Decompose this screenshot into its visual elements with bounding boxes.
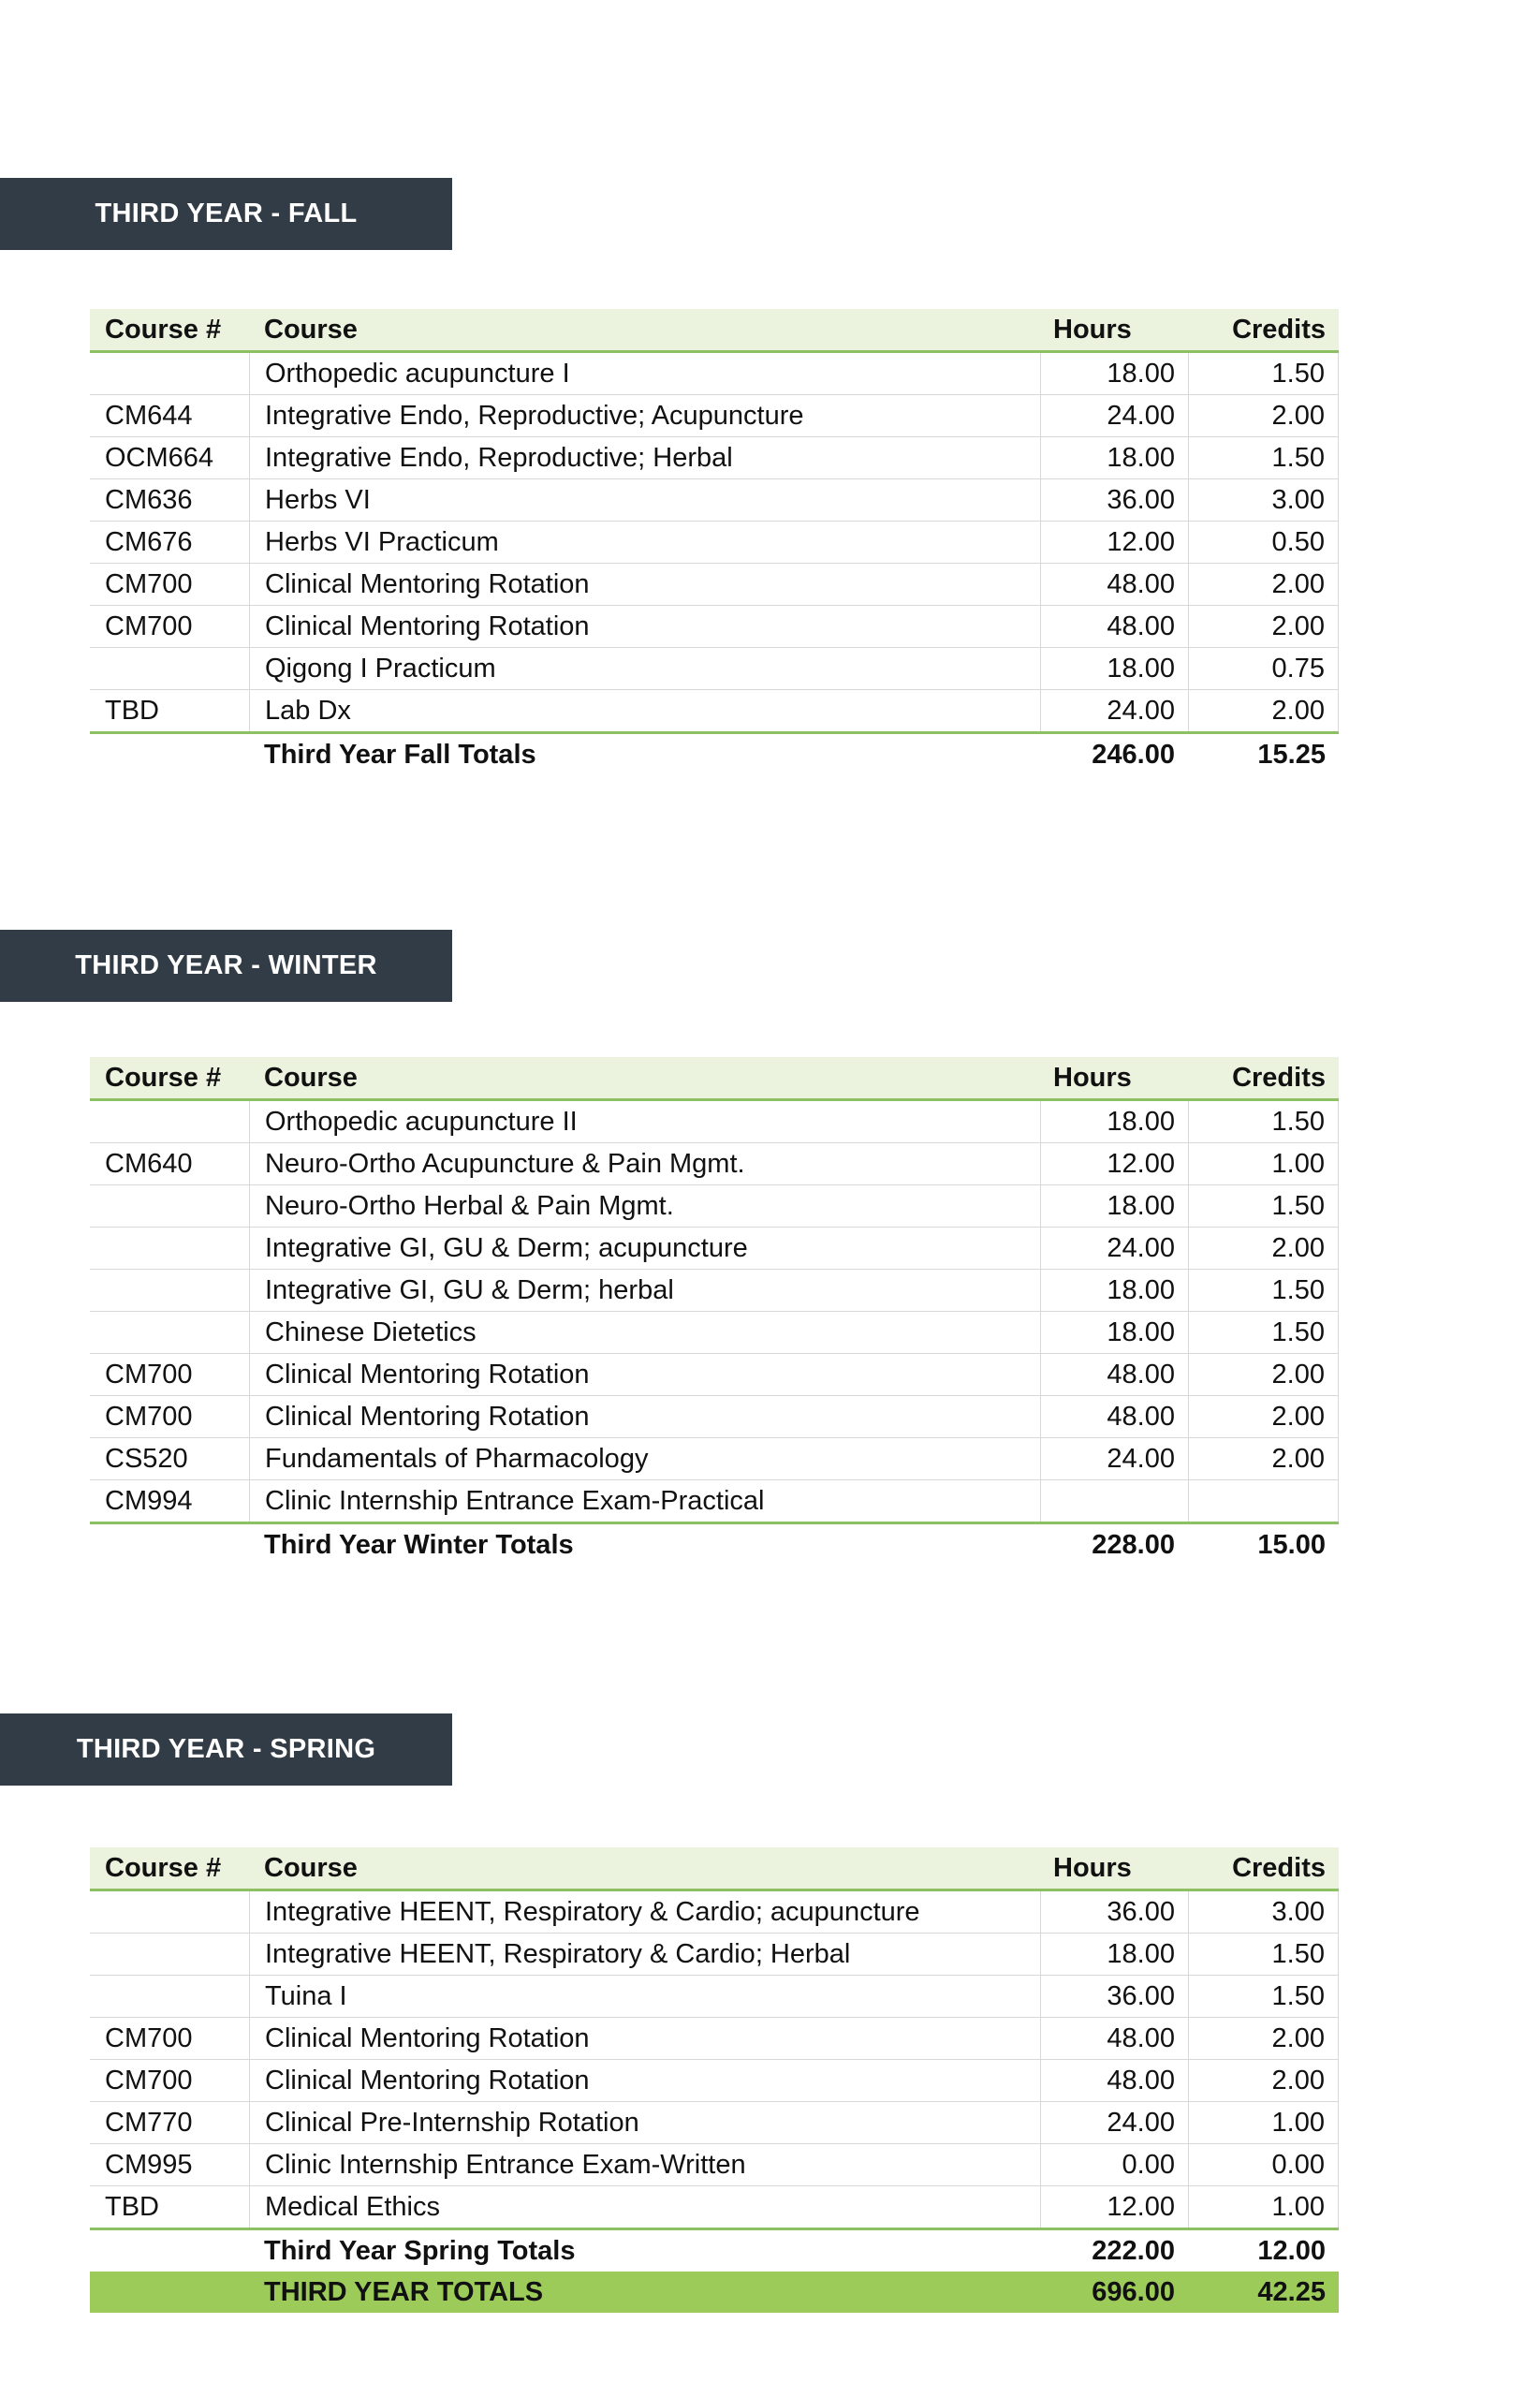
table-row [90,522,1339,564]
hours-cell: 228.00 [1092,1529,1175,1560]
course-name-cell: THIRD YEAR TOTALS [264,2276,544,2307]
course-name-cell: Third Year Winter Totals [264,1529,574,1560]
course-name-cell: Lab Dx [249,690,1040,731]
course-number-cell: CM640 [105,1148,193,1179]
course-number-cell: CM700 [105,2065,193,2096]
hours-cell: 48.00 [1040,1396,1188,1437]
section-total-row [90,1524,1339,1566]
credits-cell: 2.00 [1188,606,1339,647]
course-number-cell: Course # [105,1062,222,1093]
course-name-cell: Integrative GI, GU & Derm; acupuncture [249,1228,1040,1269]
credits-cell: 2.00 [1188,1228,1339,1269]
hours-cell: 18.00 [1040,1101,1188,1142]
credits-cell: 0.75 [1188,648,1339,689]
credits-cell: 1.00 [1188,2186,1339,2228]
credits-cell: 1.50 [1188,437,1339,478]
hours-cell: Hours [1053,1062,1132,1093]
hours-cell: Hours [1053,1852,1132,1883]
hours-cell: 18.00 [1040,1185,1188,1227]
table-row [90,1270,1339,1312]
hours-cell: 48.00 [1040,2018,1188,2059]
course-number-cell: CM700 [105,568,193,599]
section-total-row [90,2230,1339,2272]
credits-cell: 1.50 [1188,353,1339,394]
course-number-cell: CM700 [105,1401,193,1432]
table-row [90,1312,1339,1354]
course-table [90,1057,1339,1566]
course-name-cell: Clinical Pre-Internship Rotation [249,2102,1040,2143]
course-number-cell: Course # [105,1852,222,1883]
course-name-cell: Third Year Fall Totals [264,739,536,770]
course-number-cell: CM995 [105,2149,193,2180]
hours-cell: 24.00 [1040,1228,1188,1269]
course-number-cell: Course # [105,314,222,345]
hours-cell: 18.00 [1040,1934,1188,1975]
course-name-cell: Fundamentals of Pharmacology [249,1438,1040,1479]
table-row [90,1101,1339,1143]
course-number-cell: CM636 [105,484,193,515]
table-row [90,2060,1339,2102]
credits-cell: 2.00 [1188,395,1339,436]
credits-cell: 1.50 [1188,1185,1339,1227]
hours-cell: 18.00 [1040,1312,1188,1353]
course-name-cell: Third Year Spring Totals [264,2235,576,2266]
table-header-row [90,1847,1339,1891]
credits-cell: 3.00 [1188,1891,1339,1933]
course-name-cell: Course [264,314,358,345]
table-row [90,2102,1339,2144]
hours-cell: 36.00 [1040,1891,1188,1933]
table-row [90,648,1339,690]
hours-cell: 18.00 [1040,648,1188,689]
course-name-cell: Integrative HEENT, Respiratory & Cardio; acupuncture [249,1891,1040,1933]
credits-cell: 1.50 [1188,1312,1339,1353]
table-header-row [90,309,1339,353]
credits-cell: 1.50 [1188,1976,1339,2017]
hours-cell: 48.00 [1040,1354,1188,1395]
credits-cell: Credits [1232,1852,1326,1883]
course-name-cell: Clinic Internship Entrance Exam-Written [249,2144,1040,2185]
course-number-cell: CM676 [105,526,193,557]
table-row [90,1438,1339,1480]
course-name-cell: Herbs VI [249,479,1040,521]
table-row [90,1354,1339,1396]
credits-cell: 2.00 [1188,1438,1339,1479]
section-title-banner: THIRD YEAR - SPRING [0,1713,452,1786]
credits-cell: 3.00 [1188,479,1339,521]
course-name-cell: Course [264,1852,358,1883]
table-row [90,395,1339,437]
table-row [90,1143,1339,1185]
credits-cell: 1.50 [1188,1934,1339,1975]
section-total-row [90,734,1339,775]
credits-cell: 2.00 [1188,1354,1339,1395]
hours-cell: 696.00 [1092,2276,1175,2307]
credits-cell: 42.25 [1257,2276,1326,2307]
course-number-cell: CM644 [105,400,193,431]
credits-cell: 12.00 [1257,2235,1326,2266]
course-name-cell: Medical Ethics [249,2186,1040,2228]
year-total-row [90,2272,1339,2313]
hours-cell: 18.00 [1040,353,1188,394]
credits-cell: Credits [1232,314,1326,345]
course-name-cell: Clinical Mentoring Rotation [249,1396,1040,1437]
course-name-cell: Integrative HEENT, Respiratory & Cardio; Herbal [249,1934,1040,1975]
credits-cell: 2.00 [1188,564,1339,605]
course-name-cell: Clinical Mentoring Rotation [249,2018,1040,2059]
credits-cell: 15.00 [1257,1529,1326,1560]
course-number-cell: TBD [105,695,159,726]
course-name-cell: Herbs VI Practicum [249,522,1040,563]
credits-cell: 1.50 [1188,1101,1339,1142]
table-row [90,1891,1339,1934]
hours-cell: 222.00 [1092,2235,1175,2266]
table-row [90,2144,1339,2186]
table-row [90,1396,1339,1438]
table-row [90,2018,1339,2060]
course-name-cell: Orthopedic acupuncture II [249,1101,1040,1142]
credits-cell: 2.00 [1188,690,1339,731]
credits-cell: 15.25 [1257,739,1326,770]
course-table [90,1847,1339,2313]
course-name-cell: Integrative Endo, Reproductive; Acupuncture [249,395,1040,436]
credits-cell: 1.50 [1188,1270,1339,1311]
hours-cell: 12.00 [1040,1143,1188,1184]
course-number-cell: CM700 [105,610,193,641]
course-name-cell: Clinical Mentoring Rotation [249,2060,1040,2101]
course-name-cell: Course [264,1062,358,1093]
table-row [90,1976,1339,2018]
table-row [90,564,1339,606]
course-name-cell: Clinic Internship Entrance Exam-Practical [249,1480,1040,1522]
hours-cell: 0.00 [1040,2144,1188,2185]
course-name-cell: Clinical Mentoring Rotation [249,1354,1040,1395]
course-name-cell: Chinese Dietetics [249,1312,1040,1353]
table-row [90,353,1339,395]
credits-cell: 2.00 [1188,2060,1339,2101]
course-number-cell: CM770 [105,2107,193,2138]
credits-cell: 0.50 [1188,522,1339,563]
course-name-cell: Clinical Mentoring Rotation [249,606,1040,647]
hours-cell: 246.00 [1092,739,1175,770]
course-name-cell: Neuro-Ortho Acupuncture & Pain Mgmt. [249,1143,1040,1184]
hours-cell: 24.00 [1040,2102,1188,2143]
table-row [90,2186,1339,2230]
hours-cell: 24.00 [1040,395,1188,436]
hours-cell: 18.00 [1040,437,1188,478]
course-name-cell: Integrative Endo, Reproductive; Herbal [249,437,1040,478]
hours-cell: 24.00 [1040,690,1188,731]
course-number-cell: CM700 [105,1359,193,1390]
credits-cell [1188,1480,1339,1522]
credits-cell: 2.00 [1188,1396,1339,1437]
course-name-cell: Clinical Mentoring Rotation [249,564,1040,605]
hours-cell: Hours [1053,314,1132,345]
hours-cell [1040,1480,1188,1522]
course-number-cell: OCM664 [105,442,214,473]
hours-cell: 36.00 [1040,479,1188,521]
course-name-cell: Qigong I Practicum [249,648,1040,689]
course-name-cell: Orthopedic acupuncture I [249,353,1040,394]
credits-cell: 1.00 [1188,2102,1339,2143]
table-row [90,1228,1339,1270]
hours-cell: 12.00 [1040,2186,1188,2228]
course-table [90,309,1339,775]
table-row [90,1934,1339,1976]
course-name-cell: Tuina I [249,1976,1040,2017]
hours-cell: 24.00 [1040,1438,1188,1479]
table-header-row [90,1057,1339,1101]
hours-cell: 48.00 [1040,564,1188,605]
table-row [90,437,1339,479]
credits-cell: 0.00 [1188,2144,1339,2185]
credits-cell: 1.00 [1188,1143,1339,1184]
course-number-cell: CM700 [105,2022,193,2053]
hours-cell: 48.00 [1040,2060,1188,2101]
course-number-cell: TBD [105,2191,159,2222]
table-row [90,479,1339,522]
course-number-cell: CS520 [105,1443,188,1474]
credits-cell: 2.00 [1188,2018,1339,2059]
table-row [90,1480,1339,1524]
table-row [90,690,1339,734]
course-name-cell: Neuro-Ortho Herbal & Pain Mgmt. [249,1185,1040,1227]
course-number-cell: CM994 [105,1485,193,1516]
table-row [90,606,1339,648]
hours-cell: 36.00 [1040,1976,1188,2017]
table-row [90,1185,1339,1228]
credits-cell: Credits [1232,1062,1326,1093]
section-title-banner: THIRD YEAR - WINTER [0,930,452,1002]
hours-cell: 48.00 [1040,606,1188,647]
course-name-cell: Integrative GI, GU & Derm; herbal [249,1270,1040,1311]
hours-cell: 18.00 [1040,1270,1188,1311]
section-title-banner: THIRD YEAR - FALL [0,178,452,250]
hours-cell: 12.00 [1040,522,1188,563]
